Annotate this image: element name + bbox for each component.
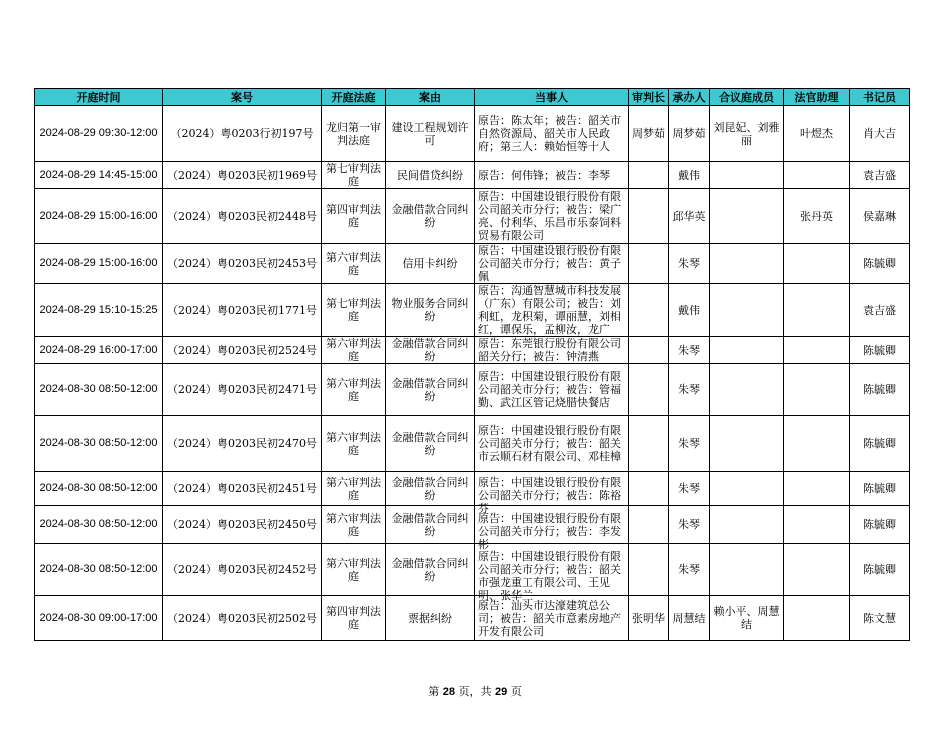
table-row [35,364,910,416]
cell-party-text: 原告：何伟锋；被告：李琴 [478,168,610,182]
cell-presiding [629,364,669,416]
cell-time [35,162,163,189]
col-header-time: 开庭时间 [35,89,163,106]
cell-case-no [163,416,322,472]
cell-assistant [784,162,850,189]
footer-prefix: 第 [428,685,440,698]
cell-party [475,162,629,189]
cell-handler [669,337,710,364]
cell-cause [386,364,475,416]
table-row [35,189,910,244]
footer-middle: 页，共 [458,685,492,698]
cell-clerk [850,596,910,641]
cell-time-text: 2024-08-29 14:45-15:00 [39,168,158,181]
cell-time-text: 2024-08-29 15:00-16:00 [39,257,158,269]
cell-cause-text: 金融借款合同纠纷 [391,475,469,502]
cell-party [475,106,629,162]
cell-court-text: 第六审判法庭 [326,337,381,363]
col-header-assistant: 法官助理 [784,89,850,106]
cell-case-no-text: （2024）粤0203民初2471号 [167,383,317,396]
cell-clerk-text: 陈毓卿 [863,343,896,357]
cell-time [35,544,163,596]
cell-presiding [629,472,669,506]
cell-assistant-text: 叶煜杰 [800,127,833,140]
col-header-case-no: 案号 [163,89,322,106]
cell-court-text: 第六审判法庭 [326,376,381,403]
cell-case-no [163,364,322,416]
cell-handler-text: 戴伟 [678,168,700,182]
table-row [35,106,910,162]
cell-cause-text: 建设工程规划许可 [391,120,469,147]
table-row [35,162,910,189]
cell-clerk [850,544,910,596]
cell-presiding [629,596,669,641]
cell-case-no [163,106,322,162]
cell-time [35,189,163,244]
cell-case-no-text: （2024）粤0203民初2524号 [167,343,317,357]
cell-court-text: 第四审判法庭 [326,605,381,631]
cell-time-text: 2024-08-30 08:50-12:00 [39,383,158,395]
cell-handler [669,189,710,244]
cell-assistant [784,189,850,244]
cell-presiding [629,506,669,544]
cell-case-no-text: （2024）粤0203民初2452号 [167,563,317,576]
col-header-panel: 合议庭成员 [710,89,784,106]
cell-cause [386,106,475,162]
cell-court [322,506,386,544]
cell-clerk [850,472,910,506]
hearing-schedule-table [34,88,910,641]
cell-party [475,364,629,416]
cell-panel-text: 赖小平、周慧结 [713,605,780,631]
cell-court-text: 第七审判法庭 [326,162,381,188]
cell-time [35,416,163,472]
cell-clerk [850,244,910,284]
cell-case-no-text: （2024）粤0203民初1969号 [167,168,317,182]
cell-clerk [850,337,910,364]
table-row [35,416,910,472]
cell-party [475,284,629,337]
cell-cause-text: 物业服务合同纠纷 [391,297,469,323]
cell-panel [710,244,784,284]
cell-presiding [629,106,669,162]
cell-handler-text: 朱琴 [678,563,700,576]
cell-time-text: 2024-08-30 08:50-12:00 [39,482,158,494]
cell-handler [669,544,710,596]
cell-panel [710,506,784,544]
cell-time [35,337,163,364]
cell-clerk-text: 陈毓卿 [863,482,896,495]
cell-clerk-text: 陈毓卿 [863,383,896,396]
cell-handler-text: 周慧结 [672,611,706,625]
cell-clerk-text: 陈毓卿 [863,518,896,531]
cell-court-text: 第六审判法庭 [326,511,381,538]
cell-cause-text: 金融借款合同纠纷 [391,203,469,229]
cell-time-text: 2024-08-30 09:00-17:00 [39,611,158,624]
cell-party-text: 原告：中国建设银行股份有限公司韶关市分行；被告：李发彬 [478,511,621,551]
cell-case-no-text: （2024）粤0203民初2470号 [167,437,317,450]
cell-handler-text: 朱琴 [678,482,700,495]
cell-cause [386,189,475,244]
cell-cause [386,162,475,189]
cell-case-no [163,162,322,189]
cell-cause [386,506,475,544]
cell-party-text: 原告：东莞银行股份有限公司韶关分行；被告：钟清燕 [478,337,621,363]
cell-presiding-text: 张明华 [632,611,665,625]
cell-court-text: 第四审判法庭 [326,203,381,229]
cell-court-text: 第六审判法庭 [326,475,381,502]
cell-handler-text: 朱琴 [678,343,700,357]
cell-party [475,596,629,641]
cell-presiding [629,244,669,284]
cell-panel [710,596,784,641]
cell-court-text: 龙归第一审判法庭 [326,120,381,147]
cell-court [322,416,386,472]
cell-party-text: 原告：中国建设银行股份有限公司韶关市分行；被告：韶关市云顺石材有限公司、邓桂樟 [478,424,621,463]
table-row [35,506,910,544]
table-row [35,337,910,364]
cell-assistant [784,416,850,472]
cell-panel [710,106,784,162]
cell-party [475,337,629,364]
cell-party-text: 原告：中国建设银行股份有限公司韶关市分行；被告：黄子佩 [478,244,621,283]
cell-clerk-text: 袁吉盛 [863,168,896,182]
cell-case-no-text: （2024）粤0203行初197号 [170,127,314,140]
cell-assistant [784,337,850,364]
cell-presiding [629,162,669,189]
cell-party-text: 原告：中国建设银行股份有限公司韶关市分行；被告：韶关市强龙重工有限公司、王见明、张华兰 [478,550,621,602]
footer-page-number: 28 [442,686,455,698]
cell-party [475,472,629,515]
cell-case-no-text: （2024）粤0203民初1771号 [167,303,317,317]
cell-assistant-text: 张丹英 [800,209,833,223]
cell-court-text: 第六审判法庭 [326,250,381,277]
cell-panel [710,337,784,364]
cell-panel [710,189,784,244]
cell-party-text: 原告：中国建设银行股份有限公司韶关市分行；被告：陈裕芬 [478,475,621,515]
col-header-party: 当事人 [475,89,629,106]
cell-time-text: 2024-08-29 15:10-15:25 [39,303,158,316]
cell-handler-text: 朱琴 [678,383,700,396]
cell-handler-text: 周梦茹 [672,127,706,140]
cell-case-no [163,472,322,506]
cell-clerk [850,189,910,244]
cell-handler-text: 戴伟 [678,303,700,317]
cell-handler-text: 朱琴 [678,257,700,270]
cell-time-text: 2024-08-30 08:50-12:00 [39,563,158,575]
cell-court [322,337,386,364]
cell-case-no-text: （2024）粤0203民初2450号 [167,518,317,531]
cell-court-text: 第七审判法庭 [326,297,381,323]
cell-case-no-text: （2024）粤0203民初2451号 [167,482,317,495]
cell-handler [669,106,710,162]
cell-panel [710,162,784,189]
cell-clerk-text: 陈毓卿 [863,437,896,450]
cell-case-no-text: （2024）粤0203民初2453号 [167,257,317,270]
cell-time [35,472,163,506]
cell-panel [710,472,784,506]
cell-assistant [784,506,850,544]
cell-assistant [784,364,850,416]
cell-handler [669,472,710,506]
cell-court [322,189,386,244]
cell-assistant [784,596,850,641]
cell-court-text: 第六审判法庭 [326,556,381,583]
col-header-court: 开庭法庭 [322,89,386,106]
cell-time [35,106,163,162]
cell-handler [669,364,710,416]
page-footer [0,683,950,699]
cell-assistant [784,284,850,337]
cell-assistant [784,106,850,162]
cell-assistant [784,472,850,506]
cell-handler [669,284,710,337]
cell-handler [669,506,710,544]
cell-cause [386,472,475,506]
col-header-cause: 案由 [386,89,475,106]
cell-time-text: 2024-08-29 16:00-17:00 [39,343,158,356]
cell-clerk-text: 肖大吉 [863,127,896,140]
cell-court-text: 第六审判法庭 [326,430,381,457]
cell-clerk-text: 陈文慧 [863,611,896,625]
cell-cause-text: 金融借款合同纠纷 [391,337,469,363]
cell-presiding [629,416,669,472]
cell-presiding [629,189,669,244]
cell-case-no [163,337,322,364]
table-row [35,596,910,641]
cell-panel [710,284,784,337]
cell-handler [669,244,710,284]
cell-cause-text: 信用卡纠纷 [402,257,458,270]
cell-court [322,472,386,506]
cell-case-no [163,284,322,337]
cell-panel-text: 刘昆妃、刘雅丽 [713,120,780,147]
cell-time [35,364,163,416]
cell-party-text: 原告：沟通智慧城市科技发展（广东）有限公司；被告：刘利虹，龙积菊，谭丽慧，刘相红，谭保乐，孟柳汝，龙广 [478,284,621,336]
cell-party [475,189,629,244]
cell-panel [710,416,784,472]
cell-party [475,244,629,284]
cell-time-text: 2024-08-30 08:50-12:00 [39,518,158,530]
cell-party-text: 原告：陈太年；被告：韶关市自然资源局、韶关市人民政府；第三人：赖始恒等十人 [478,114,621,153]
table-header-row [35,89,910,106]
cell-panel [710,544,784,596]
cell-party [475,506,629,551]
cell-presiding [629,284,669,337]
cell-time [35,596,163,641]
cell-party [475,544,629,602]
cell-cause [386,416,475,472]
cell-case-no [163,506,322,544]
cell-clerk-text: 陈毓卿 [863,563,896,576]
cell-handler-text: 邱华英 [672,209,706,223]
cell-case-no [163,244,322,284]
cell-time [35,244,163,284]
cell-party-text: 原告：中国建设银行股份有限公司韶关市分行；被告：梁广亮、付利华、乐昌市乐泰饲料贸易有限公司 [478,190,621,242]
cell-clerk [850,284,910,337]
table-row [35,544,910,596]
cell-time [35,506,163,544]
cell-court [322,162,386,189]
cell-cause [386,244,475,284]
cell-case-no [163,544,322,596]
cell-court [322,544,386,596]
cell-case-no-text: （2024）粤0203民初2502号 [167,611,317,625]
cell-court [322,364,386,416]
cell-panel [710,364,784,416]
cell-clerk [850,106,910,162]
cell-court [322,244,386,284]
cell-presiding [629,544,669,596]
table-row [35,284,910,337]
cell-time [35,284,163,337]
cell-handler [669,162,710,189]
footer-total-pages: 29 [495,686,508,698]
cell-handler-text: 朱琴 [678,437,700,450]
cell-case-no-text: （2024）粤0203民初2448号 [167,209,317,223]
cell-party-text: 原告：中国建设银行股份有限公司韶关市分行；被告：管福勤、武江区管记烧腊快餐店 [478,370,621,409]
cell-presiding [629,337,669,364]
cell-clerk-text: 袁吉盛 [863,303,896,317]
cell-court [322,106,386,162]
cell-cause-text: 民间借贷纠纷 [397,168,463,182]
cell-cause [386,596,475,641]
cell-case-no [163,189,322,244]
cell-cause-text: 金融借款合同纠纷 [391,376,469,403]
cell-court [322,284,386,337]
cell-cause [386,544,475,596]
cell-cause [386,337,475,364]
cell-cause-text: 票据纠纷 [408,611,452,625]
cell-time-text: 2024-08-30 08:50-12:00 [39,437,158,449]
cell-clerk [850,162,910,189]
cell-clerk [850,506,910,544]
cell-time-text: 2024-08-29 09:30-12:00 [39,127,158,139]
cell-clerk-text: 侯嘉琳 [863,209,896,223]
table-row [35,244,910,284]
cell-clerk [850,364,910,416]
cell-court [322,596,386,641]
cell-handler-text: 朱琴 [678,518,700,531]
col-header-clerk: 书记员 [850,89,910,106]
table-row [35,472,910,506]
col-header-handler: 承办人 [669,89,710,106]
cell-cause-text: 金融借款合同纠纷 [391,511,469,538]
cell-time-text: 2024-08-29 15:00-16:00 [39,209,158,222]
cell-cause-text: 金融借款合同纠纷 [391,556,469,583]
cell-party-text: 原告：汕头市达濠建筑总公司；被告：韶关市意素房地产开发有限公司 [478,598,621,638]
cell-assistant [784,544,850,596]
cell-clerk-text: 陈毓卿 [863,257,896,270]
cell-assistant [784,244,850,284]
footer-suffix: 页 [510,685,522,698]
cell-case-no [163,596,322,641]
cell-handler [669,596,710,641]
cell-party [475,416,629,472]
cell-cause [386,284,475,337]
cell-cause-text: 金融借款合同纠纷 [391,430,469,457]
cell-presiding-text: 周梦茹 [632,127,665,140]
cell-clerk [850,416,910,472]
col-header-presiding: 审判长 [629,89,669,106]
cell-handler [669,416,710,472]
